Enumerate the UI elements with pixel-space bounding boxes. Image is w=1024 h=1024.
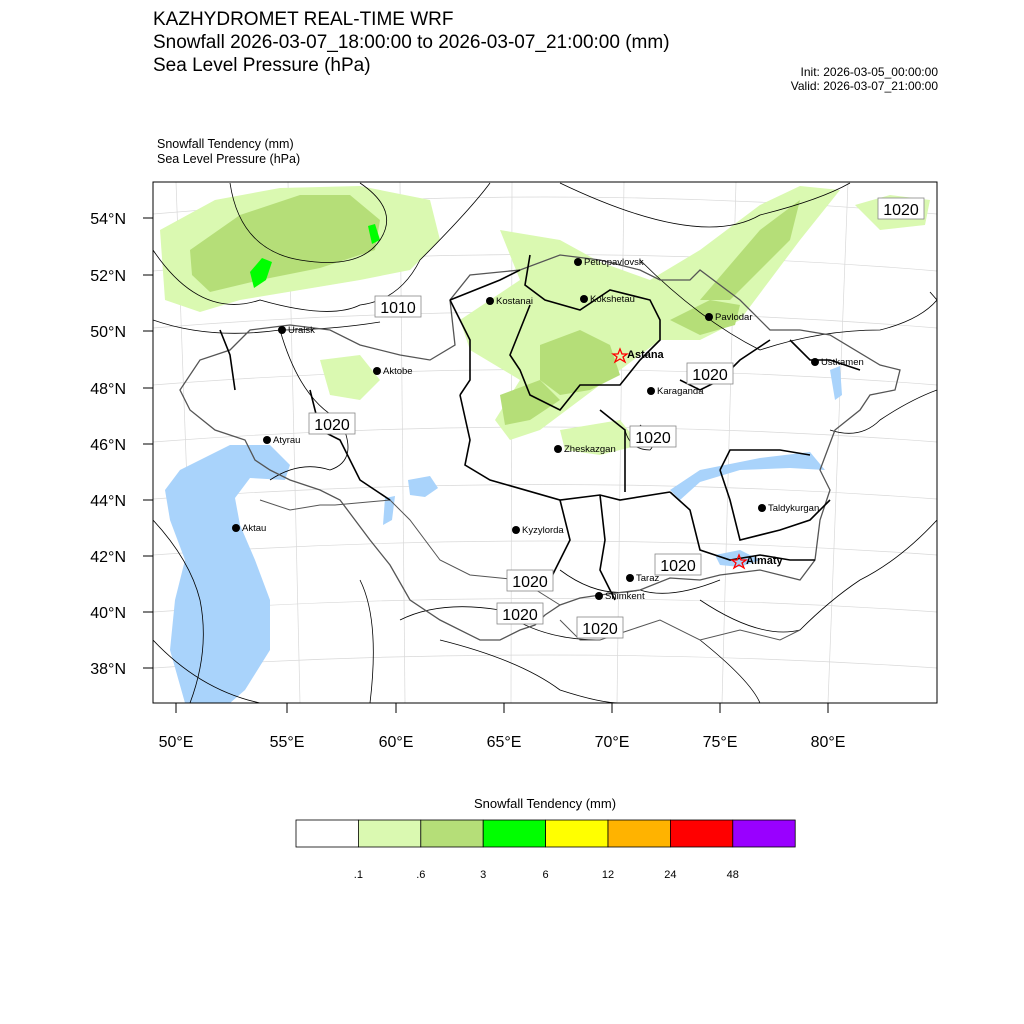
svg-text:Pavlodar: Pavlodar <box>715 312 753 323</box>
svg-text:Aktobe: Aktobe <box>383 366 413 377</box>
map-title: KAZHYDROMET REAL-TIME WRF <box>153 9 454 30</box>
lon-label: 55°E <box>269 734 305 751</box>
svg-text:Taldykurgan: Taldykurgan <box>768 503 820 514</box>
longitude-labels <box>159 734 846 751</box>
svg-text:Ustkamen: Ustkamen <box>821 357 864 368</box>
svg-text:1020: 1020 <box>635 430 671 447</box>
lat-label: 44°N <box>90 493 126 510</box>
svg-text:1020: 1020 <box>883 202 919 219</box>
colorbar-tick-label: 12 <box>601 869 615 881</box>
lat-label: 46°N <box>90 437 126 454</box>
svg-text:Kyzylorda: Kyzylorda <box>522 525 564 536</box>
isobar-label <box>507 570 553 591</box>
isobar-label <box>655 554 701 575</box>
colorbar-tick-labels <box>354 869 739 881</box>
lat-label: 54°N <box>90 211 126 228</box>
city-ustkamen <box>811 357 864 368</box>
lake-zaisan <box>830 366 842 400</box>
city-aktobe <box>373 366 413 377</box>
snow-band-light <box>320 355 380 400</box>
isobar-label <box>375 296 421 317</box>
field-label-pressure: Sea Level Pressure (hPa) <box>157 152 301 166</box>
lon-label: 60°E <box>378 734 414 751</box>
svg-text:1020: 1020 <box>660 558 696 575</box>
city-shimkent <box>595 591 645 602</box>
svg-text:Petropavlovsk: Petropavlovsk <box>584 257 644 268</box>
colorbar-swatch <box>546 820 608 847</box>
isobar-label <box>878 198 924 219</box>
lat-label: 42°N <box>90 549 126 566</box>
lat-label: 52°N <box>90 268 126 285</box>
colorbar-swatch <box>483 820 545 847</box>
lon-label: 50°E <box>158 734 194 751</box>
lake-balkhash <box>670 452 825 500</box>
colorbar-tick-label: .6 <box>416 869 426 881</box>
colorbar-swatch <box>670 820 732 847</box>
lon-label: 75°E <box>702 734 738 751</box>
colorbar-title: Snowfall Tendency (mm) <box>473 796 617 811</box>
caspian-sea <box>165 445 290 703</box>
colorbar-tick-label: 48 <box>726 869 739 881</box>
isobar-label <box>309 413 355 434</box>
svg-text:Kokshetau: Kokshetau <box>590 294 635 305</box>
lon-label: 70°E <box>594 734 630 751</box>
city-karaganda <box>647 386 704 397</box>
lat-label: 40°N <box>90 605 126 622</box>
lon-label: 65°E <box>486 734 522 751</box>
colorbar-swatch <box>733 820 795 847</box>
colorbar-swatch <box>358 820 420 847</box>
city-zheskazgan <box>554 444 616 455</box>
svg-text:1020: 1020 <box>692 367 728 384</box>
svg-text:1020: 1020 <box>502 607 538 624</box>
isobar-label <box>687 363 733 384</box>
lon-label: 80°E <box>810 734 846 751</box>
colorbar <box>296 820 795 847</box>
colorbar-tick-label: 6 <box>542 869 549 881</box>
valid-time: Valid: 2026-03-07_21:00:00 <box>790 79 938 93</box>
city-kyzylorda <box>512 525 564 536</box>
aral-sea <box>408 476 438 497</box>
isobar-label <box>630 426 676 447</box>
svg-text:Uralsk: Uralsk <box>288 325 315 336</box>
city-taldykurgan <box>758 503 819 514</box>
colorbar-swatch <box>421 820 483 847</box>
svg-text:1020: 1020 <box>512 574 548 591</box>
lat-label: 38°N <box>90 661 126 678</box>
init-time: Init: 2026-03-05_00:00:00 <box>800 65 938 79</box>
colorbar-tick-label: 24 <box>664 869 677 881</box>
svg-text:Astana: Astana <box>627 349 664 361</box>
snowfall-shading <box>160 186 930 455</box>
city-uralsk <box>278 325 315 336</box>
colorbar-swatch <box>608 820 670 847</box>
colorbar-tick-label: 3 <box>480 869 487 881</box>
map-subtitle: Snowfall 2026-03-07_18:00:00 to 2026-03-07_21:00:00 (mm) <box>153 32 670 53</box>
svg-text:1020: 1020 <box>314 417 350 434</box>
colorbar-swatch <box>296 820 358 847</box>
svg-text:Atyrau: Atyrau <box>273 435 301 446</box>
isobar-label <box>497 603 543 624</box>
map-subtitle-2: Sea Level Pressure (hPa) <box>153 55 371 76</box>
svg-text:Shimkent: Shimkent <box>605 591 645 602</box>
svg-text:1010: 1010 <box>380 300 416 317</box>
svg-text:Kostanai: Kostanai <box>496 296 533 307</box>
svg-text:Karaganda: Karaganda <box>657 386 704 397</box>
field-label-snowfall: Snowfall Tendency (mm) <box>157 137 294 151</box>
lat-label: 50°N <box>90 324 126 341</box>
latitude-labels <box>90 211 126 678</box>
svg-text:Zheskazgan: Zheskazgan <box>564 444 616 455</box>
svg-text:Taraz: Taraz <box>636 573 660 584</box>
svg-text:Aktau: Aktau <box>242 523 267 534</box>
city-petropavlovsk <box>574 257 644 268</box>
svg-text:1020: 1020 <box>582 621 618 638</box>
city-atyrau <box>263 435 300 446</box>
lat-label: 48°N <box>90 381 126 398</box>
city-taraz <box>626 573 659 584</box>
map-plot-area <box>153 182 937 703</box>
svg-text:Almaty: Almaty <box>746 555 783 567</box>
isobar-label <box>577 617 623 638</box>
colorbar-tick-label: .1 <box>353 869 363 881</box>
